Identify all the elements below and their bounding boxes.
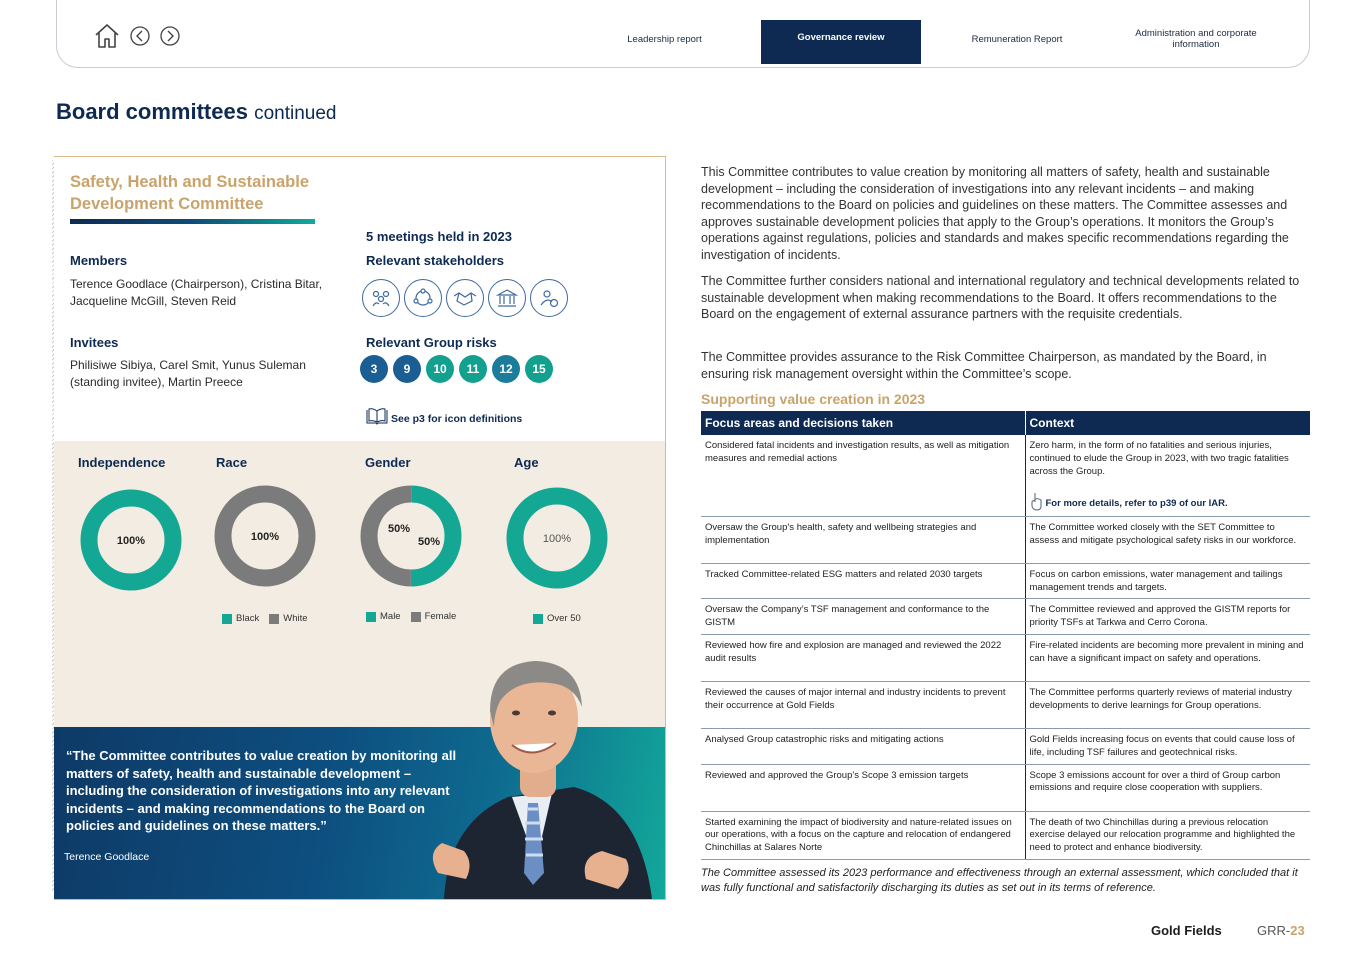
table-cell: Analysed Group catastrophic risks and mitigating actions <box>701 728 1025 764</box>
legend-label-white: White <box>283 613 308 624</box>
table-cell: Oversaw the Group’s health, safety and wellbeing strategies and implementation <box>701 516 1025 563</box>
legend-swatch-female <box>411 612 421 622</box>
table-cell: Oversaw the Company’s TSF management and conformance to the GISTM <box>701 599 1025 635</box>
pointer-hand-icon <box>1030 491 1044 511</box>
table-cell: Reviewed how fire and explosion are managed and reviewed the 2022 audit results <box>701 634 1025 681</box>
chart-title-independence: Independence <box>78 455 166 470</box>
table-cell: The Committee worked closely with the SET Committee to assess and mitigate psychological safety risks in our workforce. <box>1025 516 1310 563</box>
page-number <box>1257 923 1305 938</box>
legend-swatch-over50 <box>533 614 543 624</box>
table-cell: Gold Fields increasing focus on events that could cause loss of life, including TSF failures and geotechnical risks. <box>1025 728 1310 764</box>
table-cell: Tracked Committee-related ESG matters and related 2030 targets <box>701 563 1025 599</box>
race-donut <box>212 483 318 589</box>
government-icon <box>488 279 526 317</box>
iar-reference-link[interactable] <box>1030 491 1307 511</box>
table-cell: Fire-related incidents are becoming more prevalent in mining and can have a significant impact on safety and operations. <box>1025 634 1310 681</box>
body-paragraph-1: This Committee contributes to value creation by monitoring all matters of safety, health and sustainable development – including the consideration of investigations into any relevant incidents – and making recommendations to the Board on policies and guidelines on these matters. The Committee assesses and approves sustainable development policies that apply to the Group’s operations. It monitors the Group’s operations against regulations, policies and standards and makes specific recommendations regarding the investigation of incidents. <box>701 165 1289 262</box>
investors-icon <box>530 279 568 317</box>
legend-label-female: Female <box>424 611 457 622</box>
table-cell: The Committee performs quarterly reviews of material industry developments to derive learnings for Group operations. <box>1025 681 1310 728</box>
age-donut <box>504 485 610 591</box>
table-row <box>701 435 1310 516</box>
tab-remuneration-report[interactable]: Remuneration Report <box>971 33 1063 45</box>
table-cell: Started examining the impact of biodiversity and nature-related issues on our operations, with a focus on the capture and relocation of endangered Chinchillas at Salares Norte <box>701 811 1025 859</box>
back-arrow-icon[interactable] <box>129 25 151 47</box>
tab-administration[interactable]: Administration and corporate information <box>1135 28 1257 50</box>
page-title-suffix: continued <box>254 103 337 124</box>
risk-badge: 3 <box>360 355 388 383</box>
communities-icon <box>362 279 400 317</box>
members-label: Members <box>70 253 128 268</box>
legend-swatch-male <box>366 612 376 622</box>
donut-value-label: 100% <box>116 535 146 547</box>
chairperson-photo <box>404 627 666 899</box>
legend-swatch-black <box>222 614 232 624</box>
chart-title-race: Race <box>216 455 248 470</box>
table-row <box>701 811 1310 859</box>
icon-definitions-text: See p3 for icon definitions <box>391 413 523 425</box>
table-row <box>701 563 1310 599</box>
footer-brand: Gold Fields <box>1151 923 1222 938</box>
table-cell: Scope 3 emissions account for over a third of Group carbon emissions and require close cooperation with suppliers. <box>1025 764 1310 811</box>
header-context: Context <box>1025 411 1310 435</box>
partners-handshake-icon <box>446 279 484 317</box>
table-row <box>701 764 1310 811</box>
risk-badge: 15 <box>525 355 553 383</box>
gender-legend <box>366 611 456 622</box>
donut-value-label: 100% <box>250 531 280 543</box>
home-icon[interactable] <box>93 22 121 50</box>
donut-value-label: 50% <box>417 536 441 548</box>
table-cell: Focus on carbon emissions, water management and tailings management trends and targets. <box>1025 563 1310 599</box>
table-row <box>701 634 1310 681</box>
page-title <box>56 99 336 125</box>
tab-leadership-report[interactable]: Leadership report <box>627 33 702 45</box>
header-focus-areas: Focus areas and decisions taken <box>701 411 1025 435</box>
chart-title-age: Age <box>514 455 539 470</box>
age-legend <box>533 613 581 624</box>
table-row <box>701 599 1310 635</box>
meetings-count: 5 meetings held in 2023 <box>366 229 512 244</box>
page-title-main: Board committees <box>56 99 248 124</box>
chair-quote: “The Committee contributes to value creation by monitoring all matters of safety, health and sustainable development – including the consideration of investigations into any relevant incidents – and making recommendations to the Board on policies and guidelines on these matters.” <box>66 748 457 834</box>
tab-governance-review[interactable]: Governance review <box>761 20 921 60</box>
table-header-row <box>701 411 1310 435</box>
donut-value-label: 100% <box>542 533 572 545</box>
nav-icon-group <box>93 22 181 50</box>
body-paragraph-2: The Committee further considers national and international regulatory and technical developments related to sustainable development when making recommendations to the Board. It offers recommendations to the Board on the engagement of external assurance partners with the requisite credentials. <box>701 274 1300 321</box>
gender-donut <box>358 483 464 589</box>
invitees-list: Philisiwe Sibiya, Carel Smit, Yunus Suleman (standing invitee), Martin Preece <box>70 358 306 389</box>
race-legend <box>222 613 308 624</box>
members-list: Terence Goodlace (Chairperson), Cristina Bitar, Jacqueline McGill, Steven Reid <box>70 277 323 308</box>
closing-statement: The Committee assessed its 2023 performance and effectiveness through an external assessment, which concluded that it was fully functional and satisfactorily discharging its duties as set out in its terms of reference. <box>701 867 1298 895</box>
quote-author: Terence Goodlace <box>64 851 150 863</box>
top-navigation <box>56 0 1310 68</box>
donut-value-label: 50% <box>387 523 411 535</box>
table-row <box>701 516 1310 563</box>
legend-swatch-white <box>269 614 279 624</box>
forward-arrow-icon[interactable] <box>159 25 181 47</box>
table-row <box>701 728 1310 764</box>
title-underline <box>70 219 315 224</box>
risk-badge: 10 <box>426 355 454 383</box>
stakeholder-icons <box>362 279 568 317</box>
committee-title: Safety, Health and Sustainable Development Committee <box>70 173 310 214</box>
page-num: 23 <box>1290 923 1305 938</box>
legend-label-black: Black <box>236 613 260 624</box>
employees-icon <box>404 279 442 317</box>
chart-title-gender: Gender <box>365 455 411 470</box>
invitees-label: Invitees <box>70 335 119 350</box>
risk-badge: 12 <box>492 355 520 383</box>
icon-definitions-link[interactable] <box>366 407 522 425</box>
table-cell: Considered fatal incidents and investigation results, as well as mitigation measures and remedial actions <box>701 435 1025 516</box>
independence-donut <box>78 487 184 593</box>
table-cell-text: Zero harm, in the form of no fatalities and serious injuries, continued to elude the Group in 2023, with two tragic fatalities across the Group. <box>1029 440 1289 477</box>
table-cell: Reviewed the causes of major internal and industry incidents to prevent their occurrence at Gold Fields <box>701 681 1025 728</box>
table-cell: Reviewed and approved the Group’s Scope 3 emission targets <box>701 764 1025 811</box>
table-cell <box>1025 435 1310 516</box>
book-icon <box>366 407 388 425</box>
page-prefix: GRR- <box>1257 923 1291 938</box>
risks-label: Relevant Group risks <box>366 335 497 350</box>
risk-badge: 9 <box>393 355 421 383</box>
table-title: Supporting value creation in 2023 <box>701 391 926 407</box>
table-cell: The Committee reviewed and approved the GISTM reports for priority TSFs at Tarkwa and Cerro Corona. <box>1025 599 1310 635</box>
committee-card <box>54 156 666 900</box>
risk-badges <box>360 355 553 383</box>
focus-areas-table <box>701 411 1310 860</box>
stakeholders-label: Relevant stakeholders <box>366 253 505 268</box>
iar-reference-text: For more details, refer to p39 of our IAR. <box>1045 497 1228 509</box>
legend-label-over50: Over 50 <box>547 613 581 624</box>
risk-badge: 11 <box>459 355 487 383</box>
body-paragraph-3: The Committee provides assurance to the Risk Committee Chairperson, as mandated by the Board, in ensuring risk management oversight within the Committee’s scope. <box>701 350 1267 381</box>
table-cell: The death of two Chinchillas during a previous relocation exercise delayed our relocation programme and highlighted the need to protect and enhance biodiversity. <box>1025 811 1310 859</box>
legend-label-male: Male <box>380 611 401 622</box>
table-row <box>701 681 1310 728</box>
